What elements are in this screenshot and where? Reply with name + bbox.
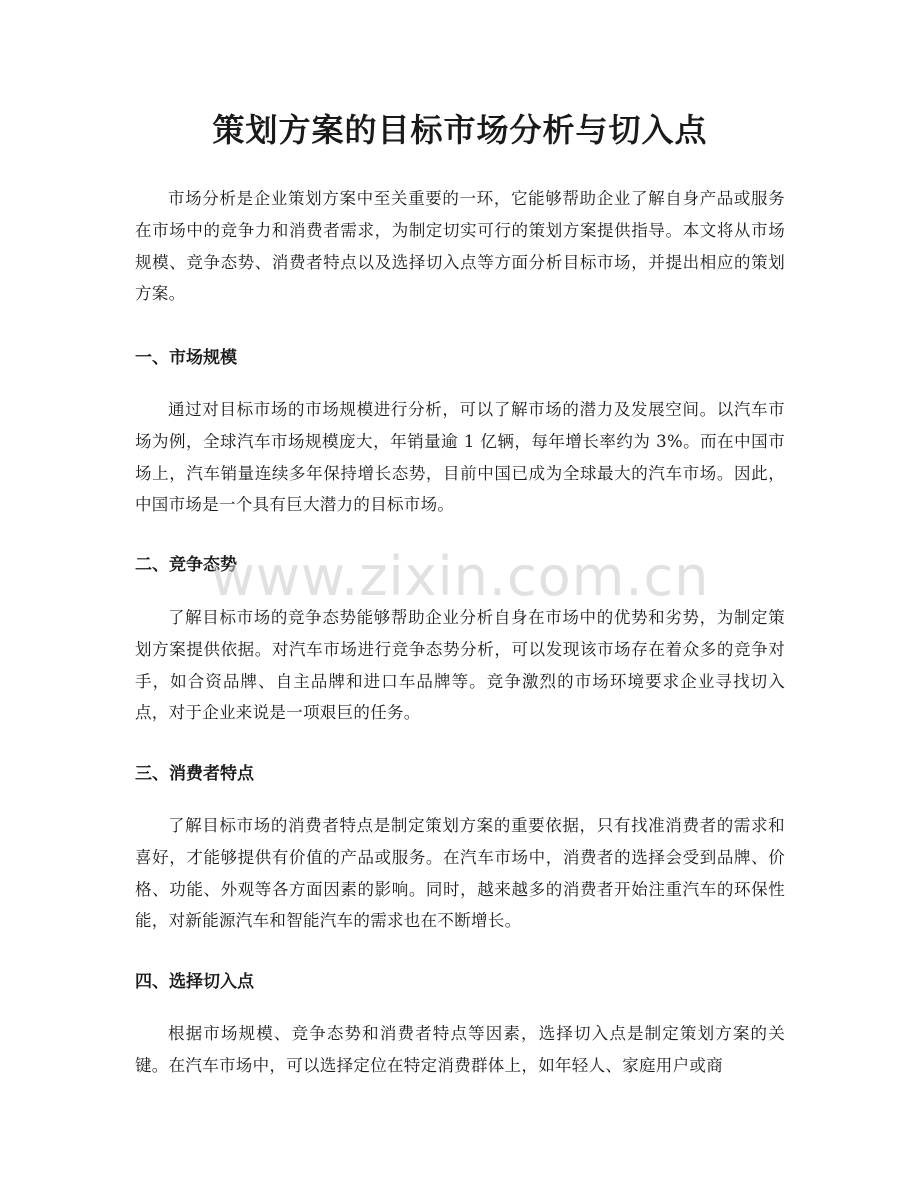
section-body-entry-point: 根据市场规模、竞争态势和消费者特点等因素，选择切入点是制定策划方案的关键。在汽车市场中，可以选择定位在特定消费群体上，如年轻人、家庭用户或商 <box>135 1024 785 1075</box>
watermark-text: www.zixin.com.cn <box>210 545 710 608</box>
section-body-market-size: 通过对目标市场的市场规模进行分析，可以了解市场的潜力及发展空间。以汽车市场为例，全球汽车市场规模庞大，年销量逾 1 亿辆，每年增长率约为 3%。而在中国市场上，汽车销量连续多年保持增长态势，目前中国已成为全球最大的汽车市场。因此，中国市场是一个具有巨大潜力的目标市场。 <box>135 400 785 515</box>
section-heading-consumers: 三、消费者特点 <box>135 764 254 784</box>
section-heading-competition: 二、竞争态势 <box>135 555 237 575</box>
section-heading-market-size: 一、市场规模 <box>135 348 237 368</box>
section-heading-entry-point: 四、选择切入点 <box>135 972 254 992</box>
page-title: 策划方案的目标市场分析与切入点 <box>212 111 708 149</box>
intro-paragraph: 市场分析是企业策划方案中至关重要的一环，它能够帮助企业了解自身产品或服务在市场中的竞争力和消费者需求，为制定切实可行的策划方案提供指导。本文将从市场规模、竞争态势、消费者特点以及选择切入点等方面分析目标市场，并提出相应的策划方案。 <box>135 189 785 304</box>
section-body-consumers: 了解目标市场的消费者特点是制定策划方案的重要依据，只有找准消费者的需求和喜好，才能够提供有价值的产品或服务。在汽车市场中，消费者的选择会受到品牌、价格、功能、外观等各方面因素的影响。同时，越来越多的消费者开始注重汽车的环保性能，对新能源汽车和智能汽车的需求也在不断增长。 <box>135 816 785 931</box>
section-body-competition: 了解目标市场的竞争态势能够帮助企业分析自身在市场中的优势和劣势，为制定策划方案提供依据。对汽车市场进行竞争态势分析，可以发现该市场存在着众多的竞争对手，如合资品牌、自主品牌和进口车品牌等。竞争激烈的市场环境要求企业寻找切入点，对于企业来说是一项艰巨的任务。 <box>135 608 785 723</box>
